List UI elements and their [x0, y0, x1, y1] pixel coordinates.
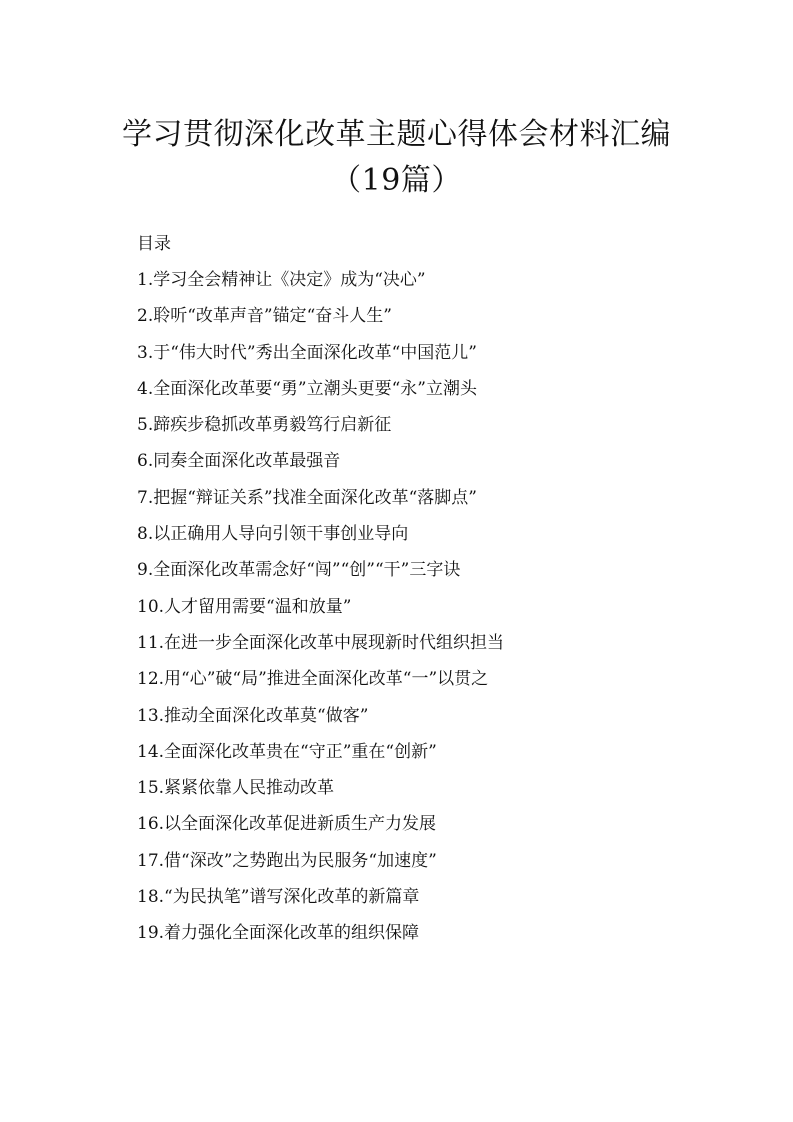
toc-item-3: 3.于“伟大时代”秀出全面深化改革“中国范儿” [137, 342, 477, 363]
toc-item-13: 13.推动全面深化改革莫“做客” [137, 705, 369, 726]
toc-item-8: 8.以正确用人导向引领干事创业导向 [137, 524, 409, 545]
toc-item-9: 9.全面深化改革需念好“闯”“创”“干”三字诀 [137, 560, 461, 581]
toc-list [137, 266, 737, 956]
toc-heading: 目录 [137, 234, 171, 254]
toc-item-10: 10.人才留用需要“温和放量” [137, 596, 352, 617]
toc-item-2: 2.聆听“改革声音”锚定“奋斗人生” [137, 306, 392, 327]
toc-item-17: 17.借“深改”之势跑出为民服务“加速度” [137, 850, 437, 871]
toc-item-19: 19.着力强化全面深化改革的组织保障 [137, 923, 420, 944]
toc-item-1: 1.学习全会精神让《决定》成为“决心” [137, 270, 426, 290]
toc-item-16: 16.以全面深化改革促进新质生产力发展 [137, 814, 437, 835]
table-of-contents [137, 230, 737, 956]
toc-item-15: 15.紧紧依靠人民推动改革 [137, 778, 335, 799]
toc-item-14: 14.全面深化改革贵在“守正”重在“创新” [137, 741, 437, 762]
toc-item-11: 11.在进一步全面深化改革中展现新时代组织担当 [137, 632, 505, 653]
toc-item-12: 12.用“心”破“局”推进全面深化改革“一”以贯之 [137, 669, 489, 690]
toc-item-5: 5.蹄疾步稳抓改革勇毅笃行启新征 [137, 415, 392, 436]
toc-item-6: 6.同奏全面深化改革最强音 [137, 451, 341, 472]
toc-item-7: 7.把握“辩证关系”找准全面深化改革“落脚点” [137, 487, 477, 508]
toc-item-18: 18.“为民执笔”谱写深化改革的新篇章 [137, 887, 420, 908]
toc-item-4: 4.全面深化改革要“勇”立潮头更要“永”立潮头 [137, 378, 477, 399]
document-title: 学习贯彻深化改革主题心得体会材料汇编（19篇） [122, 117, 671, 198]
